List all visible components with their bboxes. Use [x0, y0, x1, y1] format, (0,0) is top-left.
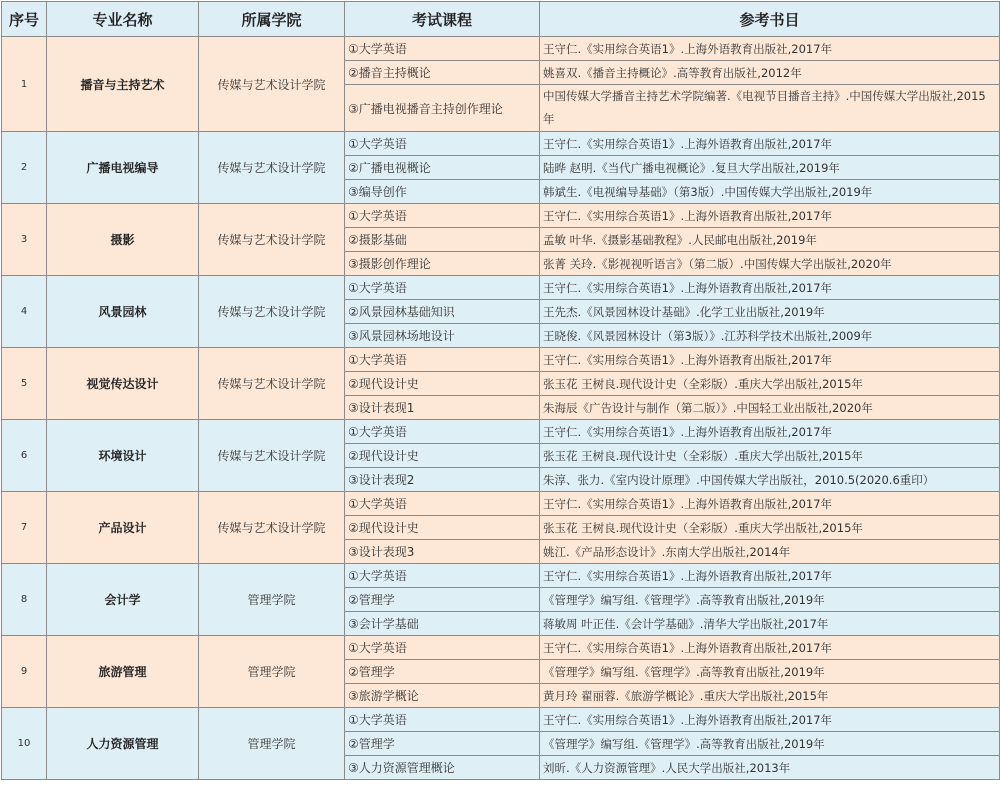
serial-number-cell: 3	[2, 204, 47, 276]
reference-book-cell: 韩斌生.《电视编导基础》（第3版）.中国传媒大学出版社,2019年	[540, 180, 1000, 204]
reference-book-cell: 王守仁.《实用综合英语1》.上海外语教育出版社,2017年	[540, 708, 1000, 732]
reference-book-cell: 张玉花 王树良.现代设计史（全彩版）.重庆大学出版社,2015年	[540, 516, 1000, 540]
exam-course-cell: ②现代设计史	[345, 444, 540, 468]
exam-course-cell: ②管理学	[345, 732, 540, 756]
school-cell: 传媒与艺术设计学院	[199, 348, 345, 420]
exam-course-cell: ③旅游学概论	[345, 684, 540, 708]
reference-book-cell: 朱淳、张力.《室内设计原理》.中国传媒大学出版社，2010.5(2020.6重印）	[540, 468, 1000, 492]
reference-book-cell: 孟敏 叶华.《摄影基础教程》.人民邮电出版社,2019年	[540, 228, 1000, 252]
table-row	[2, 708, 1000, 732]
table-row	[2, 37, 1000, 61]
reference-book-cell: 刘昕.《人力资源管理》.人民大学出版社,2013年	[540, 756, 1000, 780]
header-serial-number: 序号	[2, 2, 47, 37]
serial-number-cell: 2	[2, 132, 47, 204]
major-name-cell: 环境设计	[47, 420, 199, 492]
exam-course-cell: ①大学英语	[345, 564, 540, 588]
table-row	[2, 636, 1000, 660]
reference-book-cell: 姚喜双.《播音主持概论》.高等教育出版社,2012年	[540, 61, 1000, 85]
header-major-name: 专业名称	[47, 2, 199, 37]
exam-courses-table	[1, 1, 1000, 780]
serial-number-cell: 10	[2, 708, 47, 780]
serial-number-cell: 4	[2, 276, 47, 348]
school-cell: 传媒与艺术设计学院	[199, 420, 345, 492]
table-row	[2, 132, 1000, 156]
reference-book-cell: 王守仁.《实用综合英语1》.上海外语教育出版社,2017年	[540, 636, 1000, 660]
exam-course-cell: ③设计表现2	[345, 468, 540, 492]
exam-course-cell: ①大学英语	[345, 492, 540, 516]
reference-book-cell: 姚江.《产品形态设计》.东南大学出版社,2014年	[540, 540, 1000, 564]
reference-book-cell: 王守仁.《实用综合英语1》.上海外语教育出版社,2017年	[540, 37, 1000, 61]
reference-book-cell: 王先杰.《风景园林设计基础》.化学工业出版社,2019年	[540, 300, 1000, 324]
reference-book-cell: 王守仁.《实用综合英语1》.上海外语教育出版社,2017年	[540, 204, 1000, 228]
reference-book-cell: 王守仁.《实用综合英语1》.上海外语教育出版社,2017年	[540, 132, 1000, 156]
exam-course-cell: ②现代设计史	[345, 372, 540, 396]
exam-course-cell: ③广播电视播音主持创作理论	[345, 85, 540, 132]
exam-course-cell: ②风景园林基础知识	[345, 300, 540, 324]
reference-book-cell: 张玉花 王树良.现代设计史（全彩版）.重庆大学出版社,2015年	[540, 372, 1000, 396]
major-name-cell: 会计学	[47, 564, 199, 636]
reference-book-cell: 王守仁.《实用综合英语1》.上海外语教育出版社,2017年	[540, 348, 1000, 372]
major-name-cell: 旅游管理	[47, 636, 199, 708]
exam-course-cell: ①大学英语	[345, 708, 540, 732]
exam-course-cell: ③会计学基础	[345, 612, 540, 636]
exam-course-cell: ①大学英语	[345, 276, 540, 300]
table-row	[2, 564, 1000, 588]
major-name-cell: 播音与主持艺术	[47, 37, 199, 132]
table-row	[2, 348, 1000, 372]
exam-course-cell: ②现代设计史	[345, 516, 540, 540]
reference-book-cell: 《管理学》编写组.《管理学》.高等教育出版社,2019年	[540, 660, 1000, 684]
reference-book-cell: 陆晔 赵明.《当代广播电视概论》.复旦大学出版社,2019年	[540, 156, 1000, 180]
exam-course-cell: ③编导创作	[345, 180, 540, 204]
major-name-cell: 风景园林	[47, 276, 199, 348]
exam-course-cell: ①大学英语	[345, 132, 540, 156]
exam-course-cell: ②广播电视概论	[345, 156, 540, 180]
exam-course-cell: ②管理学	[345, 660, 540, 684]
exam-course-cell: ③风景园林场地设计	[345, 324, 540, 348]
school-cell: 传媒与艺术设计学院	[199, 37, 345, 132]
serial-number-cell: 7	[2, 492, 47, 564]
reference-book-cell: 王守仁.《实用综合英语1》.上海外语教育出版社,2017年	[540, 420, 1000, 444]
exam-course-cell: ①大学英语	[345, 204, 540, 228]
school-cell: 传媒与艺术设计学院	[199, 132, 345, 204]
reference-book-cell: 中国传媒大学播音主持艺术学院编著.《电视节目播音主持》.中国传媒大学出版社,2015年	[540, 85, 1000, 132]
exam-course-cell: ③摄影创作理论	[345, 252, 540, 276]
header-reference-books: 参考书目	[540, 2, 1000, 37]
exam-course-cell: ②摄影基础	[345, 228, 540, 252]
exam-course-cell: ②管理学	[345, 588, 540, 612]
exam-course-cell: ①大学英语	[345, 420, 540, 444]
header-row	[2, 2, 1000, 37]
major-name-cell: 视觉传达设计	[47, 348, 199, 420]
table-body	[2, 37, 1000, 780]
reference-book-cell: 蒋敏周 叶正佳.《会计学基础》.清华大学出版社,2017年	[540, 612, 1000, 636]
school-cell: 传媒与艺术设计学院	[199, 204, 345, 276]
table-row	[2, 276, 1000, 300]
reference-book-cell: 张玉花 王树良.现代设计史（全彩版）.重庆大学出版社,2015年	[540, 444, 1000, 468]
serial-number-cell: 5	[2, 348, 47, 420]
serial-number-cell: 8	[2, 564, 47, 636]
major-name-cell: 摄影	[47, 204, 199, 276]
school-cell: 管理学院	[199, 564, 345, 636]
school-cell: 管理学院	[199, 636, 345, 708]
reference-book-cell: 黄月玲 翟丽蓉.《旅游学概论》.重庆大学出版社,2015年	[540, 684, 1000, 708]
table-row	[2, 420, 1000, 444]
exam-course-cell: ①大学英语	[345, 37, 540, 61]
reference-book-cell: 张菁 关玲.《影视视听语言》（第二版）.中国传媒大学出版社,2020年	[540, 252, 1000, 276]
reference-book-cell: 王晓俊.《风景园林设计（第3版）》.江苏科学技术出版社,2009年	[540, 324, 1000, 348]
exam-course-cell: ①大学英语	[345, 636, 540, 660]
reference-book-cell: 朱海辰《广告设计与制作（第二版）》.中国轻工业出版社,2020年	[540, 396, 1000, 420]
reference-book-cell: 《管理学》编写组.《管理学》.高等教育出版社,2019年	[540, 732, 1000, 756]
major-name-cell: 人力资源管理	[47, 708, 199, 780]
reference-book-cell: 王守仁.《实用综合英语1》.上海外语教育出版社,2017年	[540, 564, 1000, 588]
table-row	[2, 204, 1000, 228]
reference-book-cell: 王守仁.《实用综合英语1》.上海外语教育出版社,2017年	[540, 492, 1000, 516]
serial-number-cell: 9	[2, 636, 47, 708]
exam-course-cell: ③设计表现3	[345, 540, 540, 564]
major-name-cell: 广播电视编导	[47, 132, 199, 204]
reference-book-cell: 《管理学》编写组.《管理学》.高等教育出版社,2019年	[540, 588, 1000, 612]
exam-course-cell: ①大学英语	[345, 348, 540, 372]
school-cell: 传媒与艺术设计学院	[199, 276, 345, 348]
header-school: 所属学院	[199, 2, 345, 37]
exam-course-cell: ③设计表现1	[345, 396, 540, 420]
table-header	[2, 2, 1000, 37]
table-row	[2, 492, 1000, 516]
header-exam-course: 考试课程	[345, 2, 540, 37]
exam-course-cell: ②播音主持概论	[345, 61, 540, 85]
major-name-cell: 产品设计	[47, 492, 199, 564]
serial-number-cell: 1	[2, 37, 47, 132]
serial-number-cell: 6	[2, 420, 47, 492]
exam-course-cell: ③人力资源管理概论	[345, 756, 540, 780]
reference-book-cell: 王守仁.《实用综合英语1》.上海外语教育出版社,2017年	[540, 276, 1000, 300]
school-cell: 管理学院	[199, 708, 345, 780]
school-cell: 传媒与艺术设计学院	[199, 492, 345, 564]
